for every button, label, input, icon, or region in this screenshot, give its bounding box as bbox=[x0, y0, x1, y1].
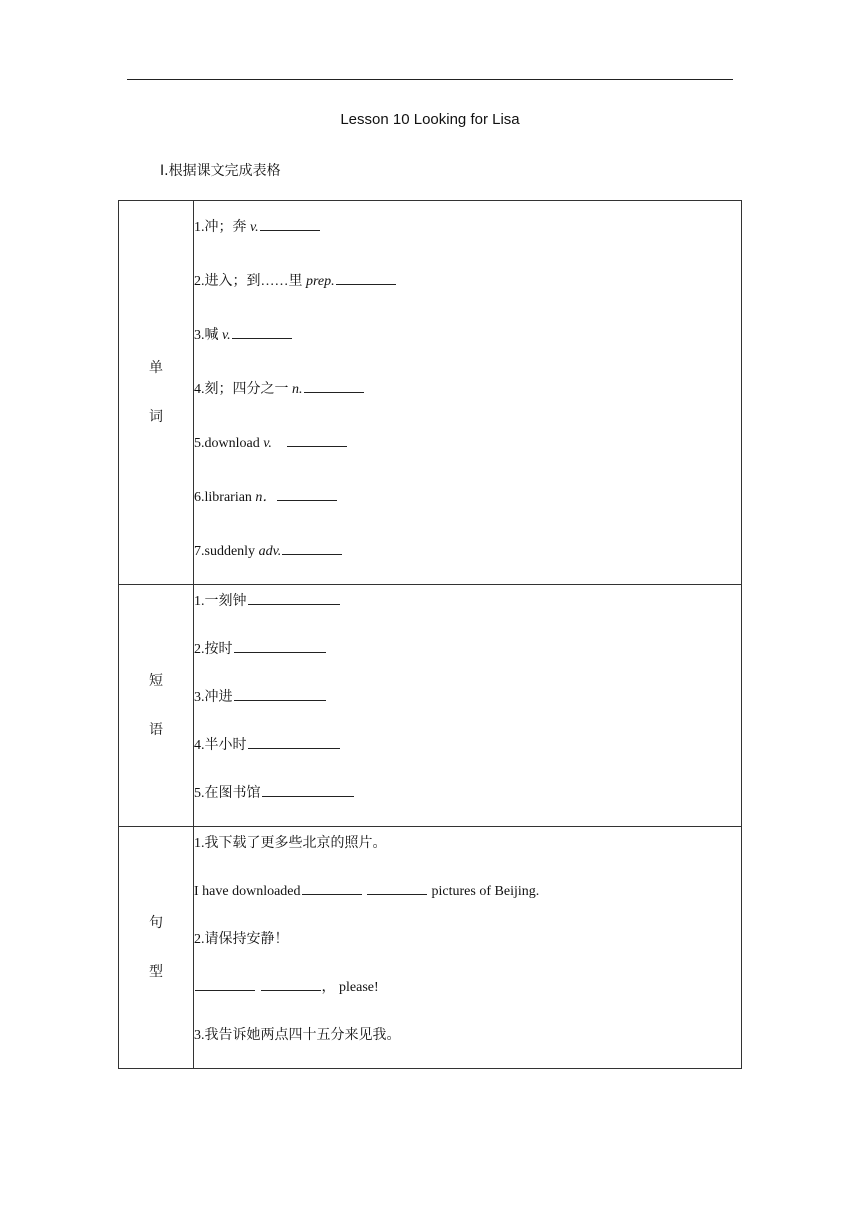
word-item: 3.喊 v. bbox=[194, 311, 741, 365]
answer-blank[interactable] bbox=[262, 782, 354, 797]
words-row bbox=[119, 201, 742, 585]
answer-blank[interactable] bbox=[304, 378, 364, 393]
category-phrases bbox=[119, 585, 194, 827]
category-char: 单 bbox=[149, 359, 163, 376]
category-char: 词 bbox=[149, 408, 163, 425]
answer-blank[interactable] bbox=[234, 638, 326, 653]
word-item: 4.刻；四分之一 n. bbox=[194, 365, 741, 419]
answer-blank[interactable] bbox=[260, 216, 320, 231]
word-item: 2.进入；到……里 prep. bbox=[194, 257, 741, 311]
category-char: 句 bbox=[149, 914, 163, 931]
sentence-item: 3.我告诉她两点四十五分来见我。 bbox=[194, 1028, 401, 1043]
category-char: 语 bbox=[149, 721, 163, 738]
lesson-title: Lesson 10 Looking for Lisa bbox=[340, 111, 520, 128]
word-item: 7.suddenly adv. bbox=[194, 527, 741, 581]
answer-blank[interactable] bbox=[302, 880, 362, 895]
sentence-item: 2.请保持安静！ bbox=[194, 932, 289, 947]
answer-blank[interactable] bbox=[336, 270, 396, 285]
category-char: 短 bbox=[149, 672, 163, 689]
phrases-cell bbox=[194, 585, 742, 827]
answer-blank[interactable] bbox=[367, 880, 427, 895]
word-item: 1.冲；奔 v. bbox=[194, 203, 741, 257]
answer-blank[interactable] bbox=[248, 734, 340, 749]
worksheet-table bbox=[118, 200, 742, 1069]
answer-blank[interactable] bbox=[261, 976, 321, 991]
word-item: 6.librarian n． bbox=[194, 473, 741, 527]
sentence-item: 1.我下载了更多些北京的照片。 bbox=[194, 836, 387, 851]
header-rule bbox=[127, 79, 733, 80]
answer-blank[interactable] bbox=[287, 432, 347, 447]
phrase-item: 4.半小时 bbox=[194, 729, 741, 777]
phrase-item: 1.一刻钟 bbox=[194, 585, 741, 633]
sentence-item: ， please! bbox=[194, 971, 741, 1019]
sentences-row bbox=[119, 827, 742, 1069]
sentences-cell bbox=[194, 827, 742, 1069]
phrases-row bbox=[119, 585, 742, 827]
category-words bbox=[119, 201, 194, 585]
words-cell bbox=[194, 201, 742, 585]
word-item: 5.download v. bbox=[194, 419, 741, 473]
answer-blank[interactable] bbox=[248, 590, 340, 605]
phrase-item: 3.冲进 bbox=[194, 681, 741, 729]
answer-blank[interactable] bbox=[195, 976, 255, 991]
sentence-item: I have downloaded pictures of Beijing. bbox=[194, 875, 741, 923]
section-label: Ⅰ.根据课文完成表格 bbox=[160, 163, 281, 179]
category-char: 型 bbox=[149, 963, 163, 980]
answer-blank[interactable] bbox=[234, 686, 326, 701]
answer-blank[interactable] bbox=[282, 540, 342, 555]
answer-blank[interactable] bbox=[232, 324, 292, 339]
category-sentences bbox=[119, 827, 194, 1069]
phrase-item: 5.在图书馆 bbox=[194, 777, 741, 825]
answer-blank[interactable] bbox=[277, 486, 337, 501]
phrase-item: 2.按时 bbox=[194, 633, 741, 681]
